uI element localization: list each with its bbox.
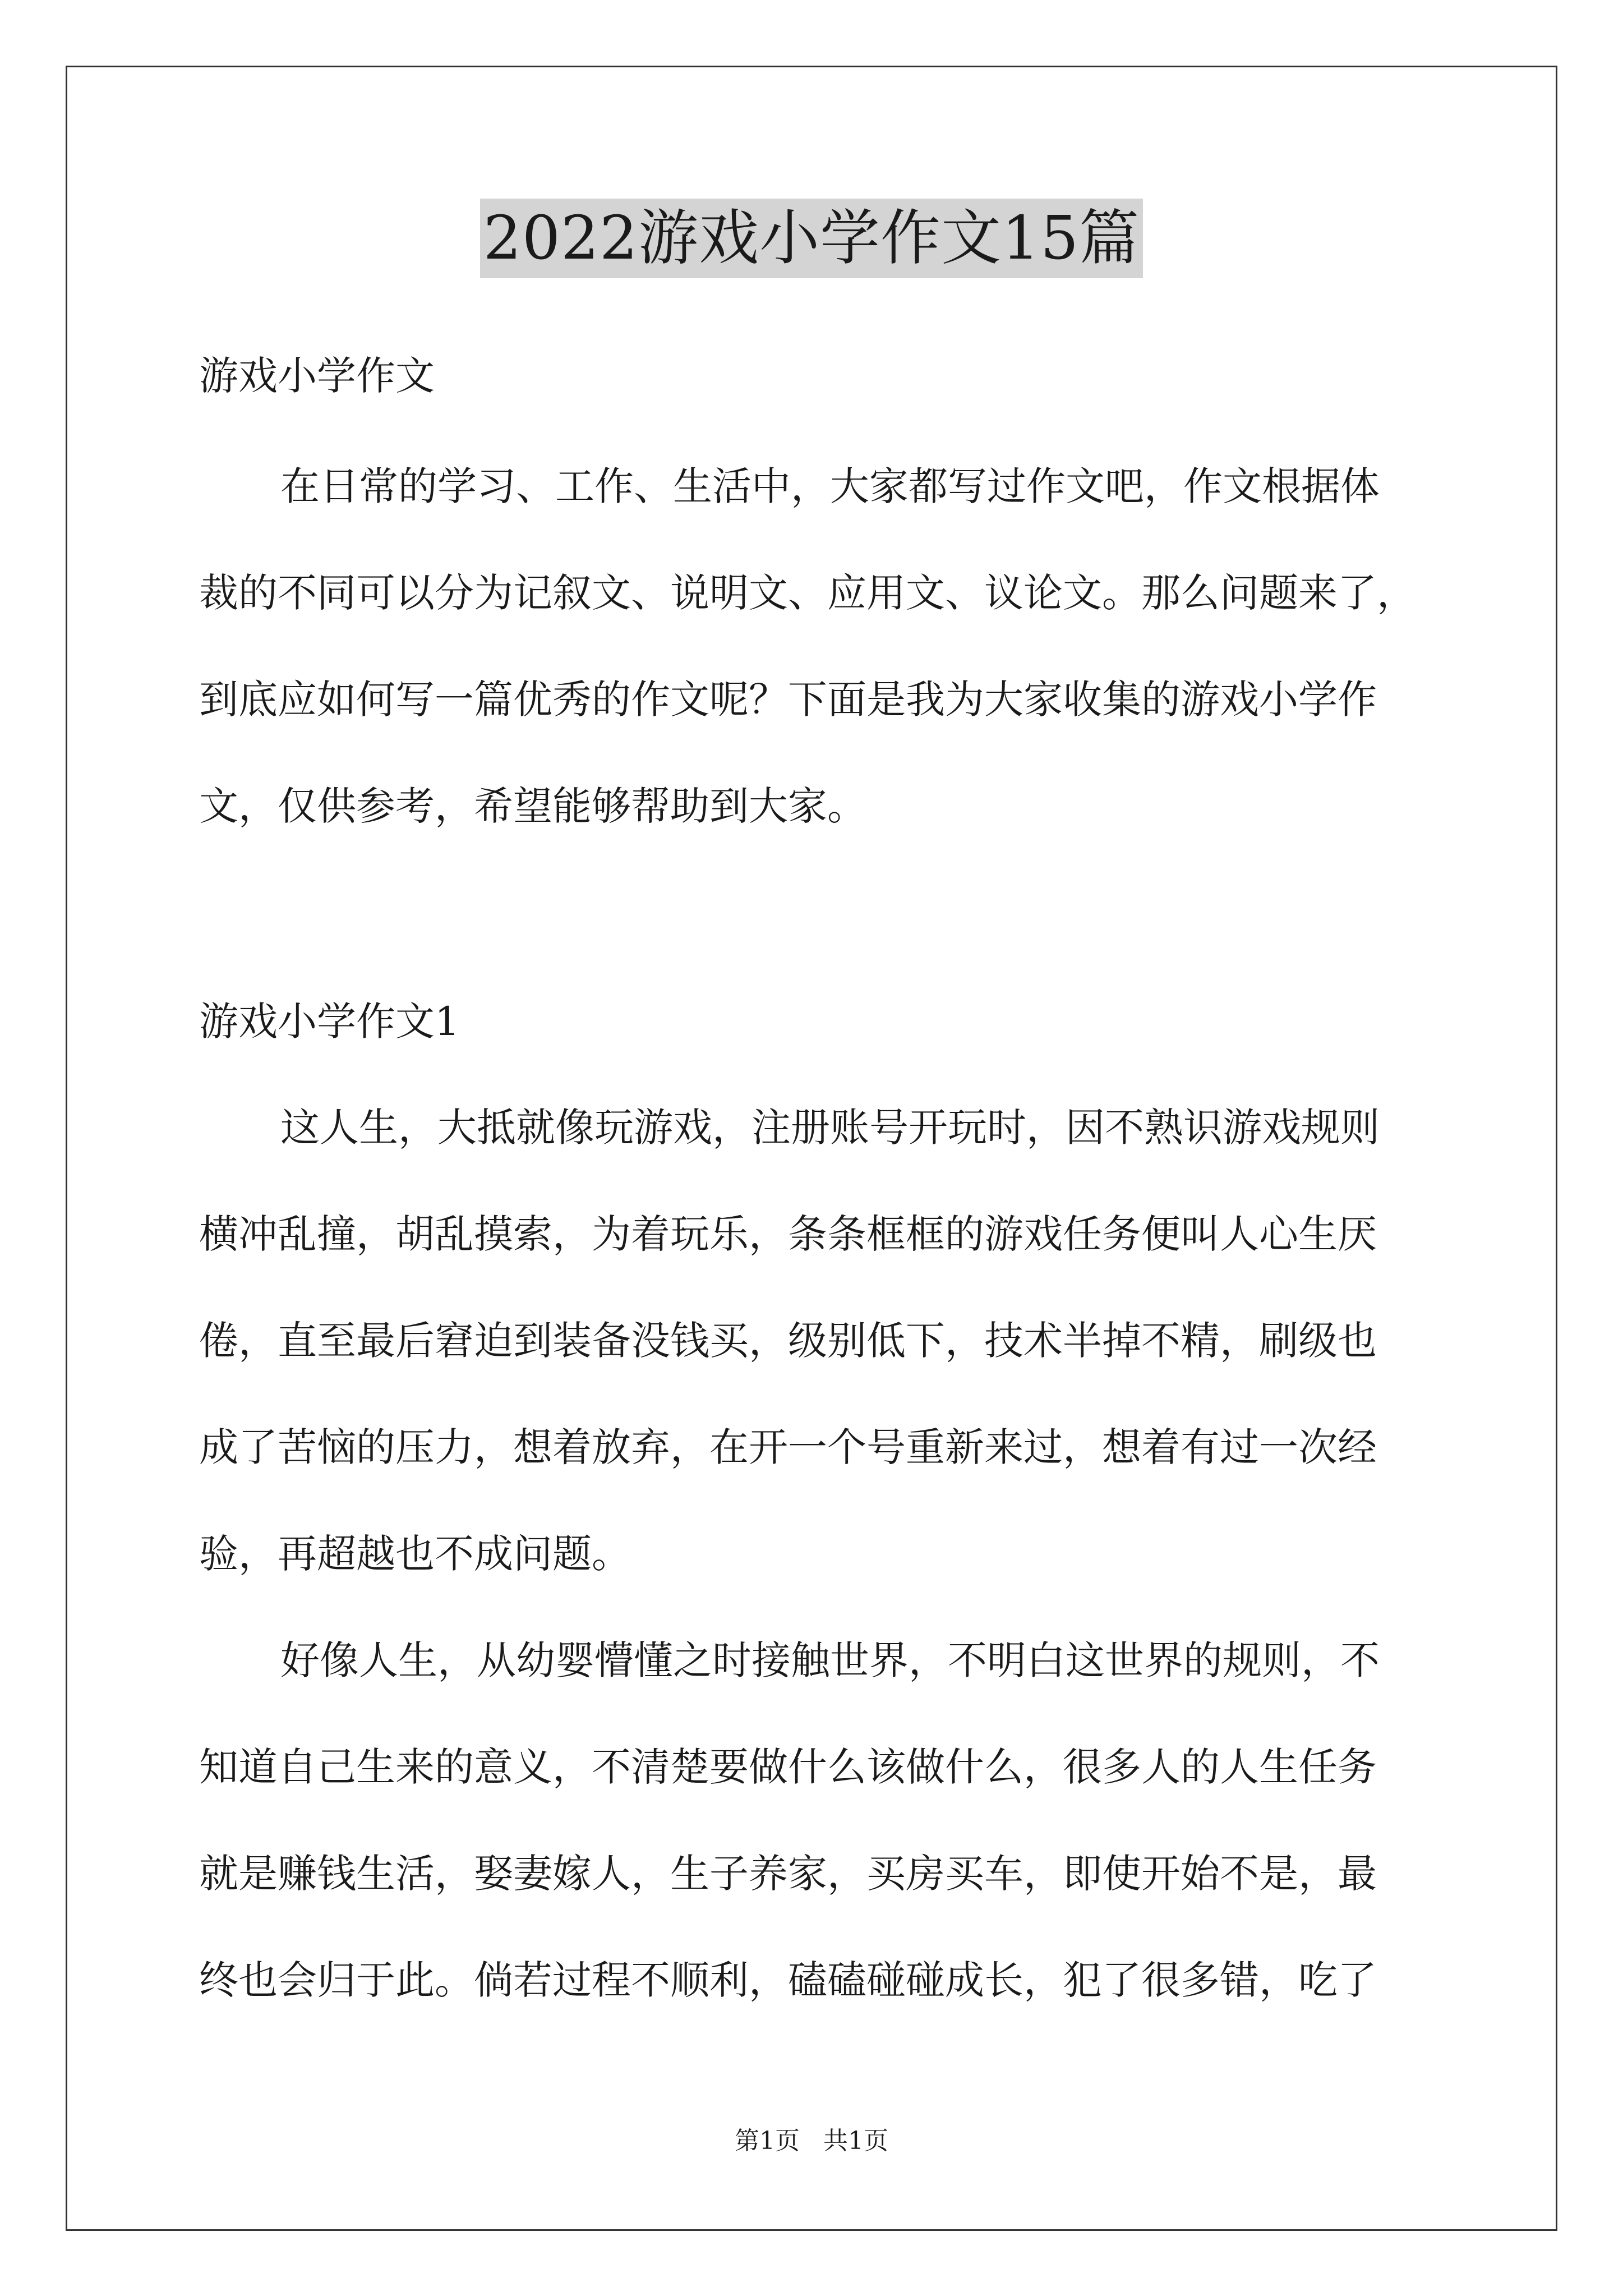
paragraph-line: 倦，直至最后窘迫到装备没钱买，级别低下，技术半掉不精，刷级也 <box>199 1318 1377 1364</box>
page-footer <box>0 2120 1623 2156</box>
section-heading: 游戏小学作文1 <box>199 999 460 1045</box>
paragraph-line: 终也会归于此。倘若过程不顺利，磕磕碰碰成长，犯了很多错，吃了 <box>199 1957 1377 2003</box>
paragraph-line: 验，再超越也不成问题。 <box>199 1531 631 1577</box>
intro-heading: 游戏小学作文 <box>199 353 435 399</box>
paragraph-line: 知道自己生来的意义，不清楚要做什么该做什么，很多人的人生任务 <box>199 1744 1377 1790</box>
paragraph-line: 好像人生，从幼婴懵懂之时接触世界，不明白这世界的规则，不 <box>280 1637 1380 1683</box>
document-title: 2022游戏小学作文15篇 <box>480 199 1143 278</box>
paragraph-line: 就是赚钱生活，娶妻嫁人，生子养家，买房买车，即使开始不是，最 <box>199 1851 1377 1897</box>
paragraph-line: 裁的不同可以分为记叙文、说明文、应用文、议论文。那么问题来了， <box>199 570 1416 616</box>
title-container <box>0 199 1623 278</box>
intro-paragraph <box>199 433 1433 859</box>
page-total: 共1页 <box>823 2127 888 2155</box>
section1-paragraph-1 <box>199 1074 1433 1607</box>
paragraph-line: 在日常的学习、工作、生活中，大家都写过作文吧，作文根据体 <box>280 463 1380 509</box>
page-number: 第1页 <box>735 2127 800 2155</box>
paragraph-line: 这人生，大抵就像玩游戏，注册账号开玩时，因不熟识游戏规则 <box>280 1105 1380 1151</box>
paragraph-line: 横冲乱撞，胡乱摸索，为着玩乐，条条框框的游戏任务便叫人心生厌 <box>199 1211 1377 1257</box>
paragraph-line: 成了苦恼的压力，想着放弃，在开一个号重新来过，想着有过一次经 <box>199 1424 1377 1470</box>
paragraph-line: 到底应如何写一篇优秀的作文呢？下面是我为大家收集的游戏小学作 <box>199 677 1377 723</box>
section1-paragraph-2 <box>199 1607 1433 2033</box>
paragraph-line: 文，仅供参考，希望能够帮助到大家。 <box>199 783 866 829</box>
